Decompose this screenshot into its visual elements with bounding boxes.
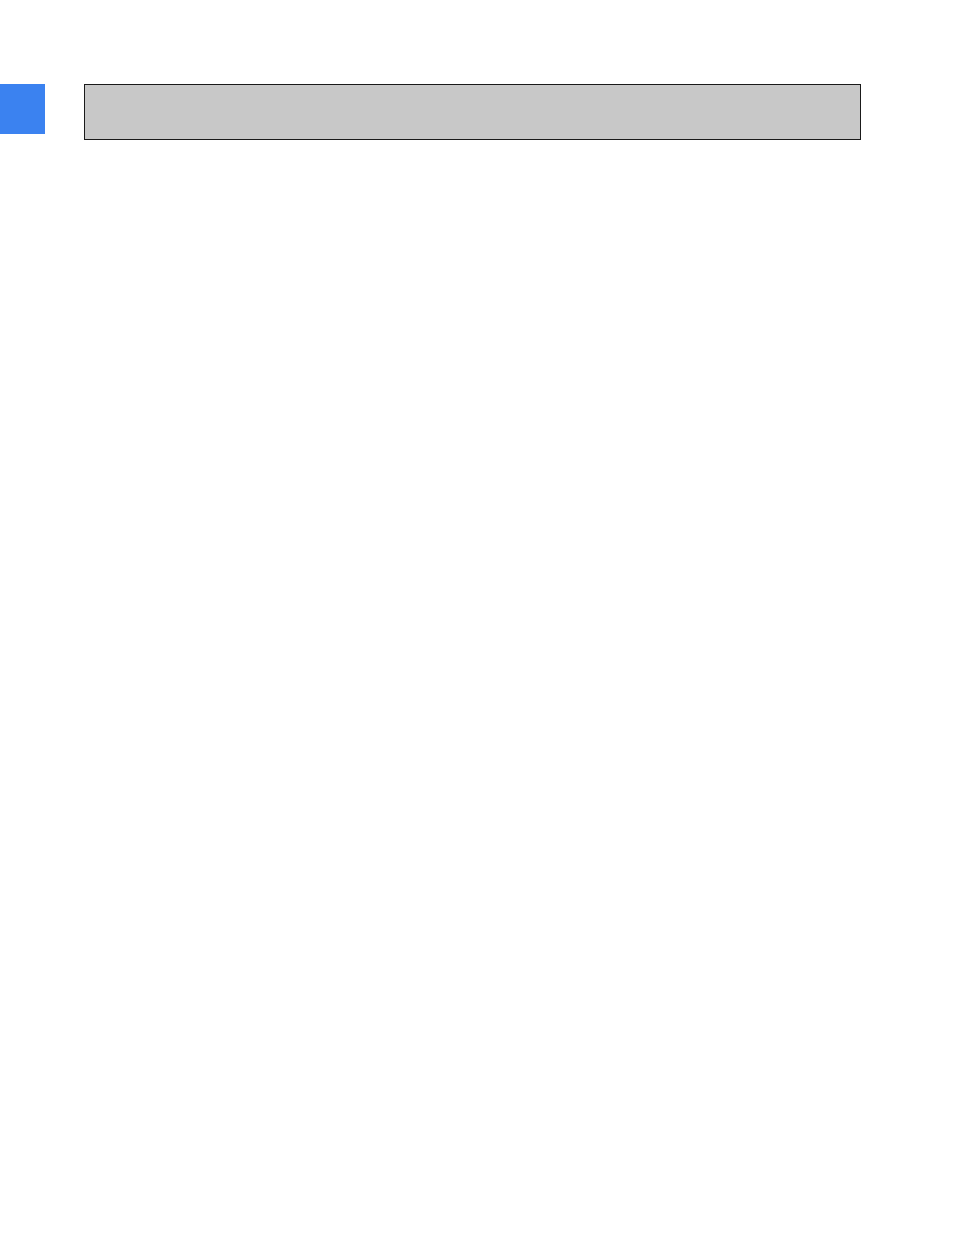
memory-map-table xyxy=(84,84,861,140)
page-footer xyxy=(84,1175,111,1186)
section-title-cell xyxy=(85,85,861,140)
section-header xyxy=(85,85,861,140)
section-row xyxy=(85,85,861,140)
chapter-tab xyxy=(0,84,45,134)
